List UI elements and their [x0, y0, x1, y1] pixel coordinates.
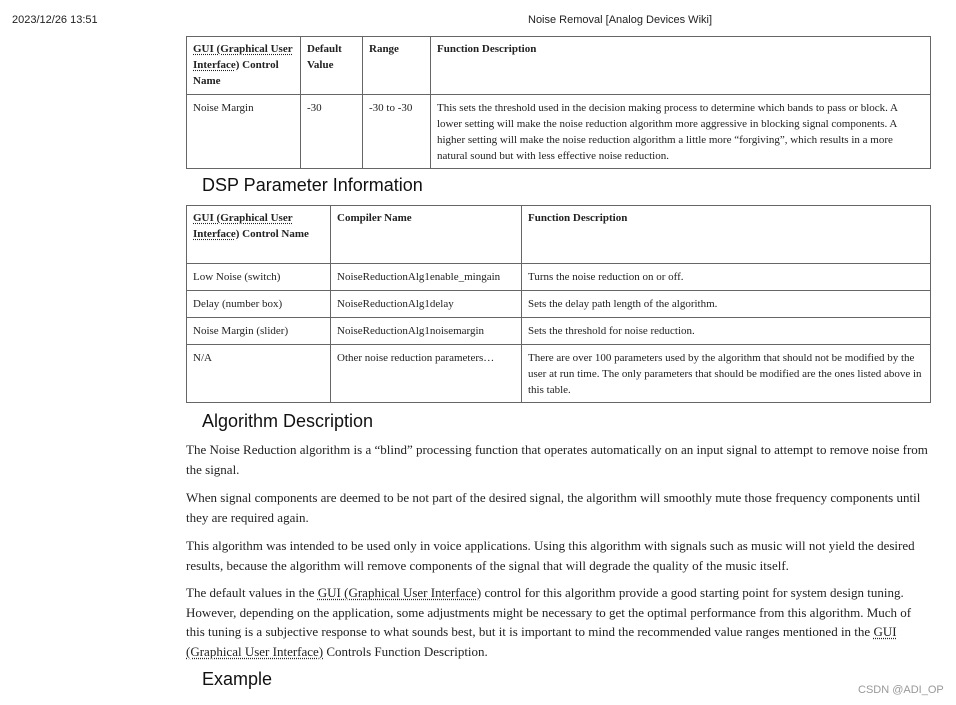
- cell-compiler-name: NoiseReductionAlg1enable_mingain: [331, 264, 522, 291]
- gui-controls-table: [186, 36, 931, 169]
- cell-control-name: Noise Margin: [187, 95, 301, 169]
- watermark: CSDN @ADI_OP: [858, 684, 944, 696]
- cell-control-name: N/A: [187, 345, 331, 403]
- paragraph-mute: When signal components are deemed to be not part of the desired signal, the algorithm will smoothly mute those frequency components until they are required again.: [186, 490, 921, 525]
- table-row: [187, 318, 931, 345]
- cell-control-name: Delay (number box): [187, 291, 331, 318]
- header-function-description: Function Description: [522, 206, 931, 264]
- cell-description: Sets the threshold for noise reduction.: [522, 318, 931, 345]
- header-compiler-name: Compiler Name: [331, 206, 522, 264]
- cell-default-value: -30: [301, 95, 363, 169]
- header-default-value: Default Value: [301, 37, 363, 95]
- paragraph-tuning: [186, 583, 930, 661]
- dsp-parameter-table: [186, 205, 931, 403]
- cell-description: Turns the noise reduction on or off.: [522, 264, 931, 291]
- tuning-text-c: Controls Function Description.: [323, 643, 488, 659]
- cell-description: This sets the threshold used in the decision making process to determine which bands to pass or block. A lower setting will make the noise reduction algorithm more aggressive in blocking signal components. A higher setting will make the noise reduction algorithm a little more “forgiving”, which results in a more natural sound but with less effective noise reduction.: [431, 95, 931, 169]
- header-gui-rest: Control Name: [193, 59, 279, 87]
- table-row: [187, 291, 931, 318]
- paragraph-intro: The Noise Reduction algorithm is a “blind” processing function that operates automatically on an input signal to attempt to remove noise from the signal.: [186, 442, 928, 477]
- table-row: [187, 345, 931, 403]
- gui-abbreviation: GUI (Graphical User Interface): [193, 43, 293, 71]
- gui-abbreviation: GUI (Graphical User Interface): [186, 624, 897, 659]
- tuning-text-b: control for this algorithm provide a good starting point for system design tuning. However, depending on the application, some adjustments might be necessary to get the optimal performance from this algorithm. Much of this tuning is a subjective response to what sounds best, but it is important to mind the recommended value ranges mentioned in the: [186, 585, 912, 639]
- cell-description: There are over 100 parameters used by the algorithm that should not be modified by the user at run time. The only parameters that should be modified are the ones listed above in this table.: [522, 345, 931, 403]
- header-gui-control-name: [187, 206, 331, 264]
- section-heading-dsp: DSP Parameter Information: [202, 175, 423, 195]
- cell-description: Sets the delay path length of the algorithm.: [522, 291, 931, 318]
- header-gui-rest: Control Name: [242, 228, 309, 240]
- table-header-row: [187, 206, 931, 264]
- cell-compiler-name: Other noise reduction parameters…: [331, 345, 522, 403]
- print-date: 2023/12/26 13:51: [12, 14, 98, 26]
- table-header-row: [187, 37, 931, 95]
- table-row: [187, 264, 931, 291]
- section-heading-example: Example: [202, 669, 273, 689]
- header-function-description: Function Description: [431, 37, 931, 95]
- section-heading-algorithm: Algorithm Description: [202, 411, 374, 431]
- cell-control-name: Low Noise (switch): [187, 264, 331, 291]
- tuning-text-a: The default values in the: [186, 585, 318, 600]
- header-range: Range: [363, 37, 431, 95]
- cell-compiler-name: NoiseReductionAlg1delay: [331, 291, 522, 318]
- cell-control-name: Noise Margin (slider): [187, 318, 331, 345]
- header-gui-control-name: [187, 37, 301, 95]
- page-header-title: Noise Removal [Analog Devices Wiki]: [528, 14, 713, 26]
- cell-range: -30 to -30: [363, 95, 431, 169]
- gui-abbreviation: GUI (Graphical User Interface): [317, 585, 482, 600]
- table-row: [187, 95, 931, 169]
- cell-compiler-name: NoiseReductionAlg1noisemargin: [331, 318, 522, 345]
- gui-abbreviation: GUI (Graphical User Interface): [193, 212, 293, 240]
- paragraph-voice: This algorithm was intended to be used only in voice applications. Using this algorithm with signals such as music will not yield the desired results, because the algorithm will remove components of the signal that will degrade the quality of the music itself.: [186, 538, 915, 573]
